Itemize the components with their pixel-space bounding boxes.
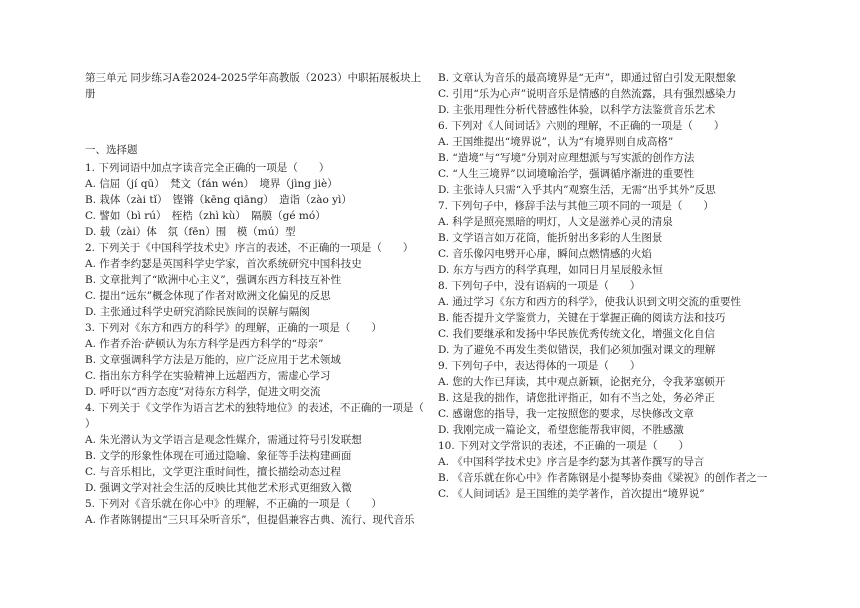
question-line: 4. 下列关于《文学作为语言艺术的独特地位》的表述，不正确的一项是（ ）	[85, 402, 445, 430]
question-line: C. 感谢您的指导，我一定按照您的要求，尽快修改文章	[438, 408, 694, 420]
question-line: 7. 下列句子中，修辞手法与其他三项不同的一项是（ ）	[438, 200, 714, 212]
left-question-list	[85, 160, 445, 528]
question-line: A. 您的大作已拜读，其中观点新颖，论据充分，令我茅塞顿开	[438, 376, 726, 388]
question-line: D. 呼吁以“西方态度”对待东方科学，促进文明交流	[85, 386, 321, 398]
question-line: B. 文章认为音乐的最高境界是“无声”，即通过留白引发无限想象	[438, 72, 737, 84]
question-line: A. 科学是照亮黑暗的明灯，人文是滋养心灵的清泉	[438, 216, 673, 228]
question-line: B. “造境”与“写境”分别对应理想派与写实派的创作方法	[438, 152, 695, 164]
question-line: A. 作者乔治·萨顿认为东方科学是西方科学的“母亲”	[85, 338, 324, 350]
right-question-list	[438, 70, 783, 502]
question-line: C. 《人间词话》是王国维的美学著作，首次提出“境界说”	[438, 488, 705, 500]
question-line: B. 《音乐就在你心中》作者陈钢是小提琴协奏曲《梁祝》的创作者之一	[438, 472, 768, 484]
question-line: D. 主张诗人只需“入乎其内”观察生活，无需“出乎其外”反思	[438, 184, 716, 196]
question-line: A. 信屈（jí qū） 梵文（fán wén） 境界（jìng jiè）	[85, 178, 338, 190]
question-line: D. 为了避免不再发生类似错误，我们必须加强对课文的理解	[438, 344, 716, 356]
question-line: 5. 下列对《音乐就在你心中》的理解，不正确的一项是（ ）	[85, 498, 382, 510]
question-line: C. 音乐像闪电劈开心扉，瞬间点燃情感的火焰	[438, 248, 652, 260]
question-line: 1. 下列词语中加点字读音完全正确的一项是（ ）	[85, 162, 330, 174]
question-line: B. 文学语言如万花筒，能折射出多彩的人生图景	[438, 232, 663, 244]
question-line: C. 引用“乐为心声”说明音乐是情感的自然流露，具有强烈感染力	[438, 88, 737, 100]
question-line: C. “人生三境界”以词境喻治学，强调循序渐进的重要性	[438, 168, 695, 180]
question-line: B. 这是我的拙作，请您批评指正，如有不当之处，务必斧正	[438, 392, 715, 404]
question-line: B. 文章批判了“欧洲中心主义”，强调东西方科技互补性	[85, 274, 342, 286]
question-line: D. 主张用理性分析代替感性体验，以科学方法鉴赏音乐艺术	[438, 104, 716, 116]
question-line: D. 载（zài）体 氛（fēn）围 模（mú）型	[85, 226, 296, 238]
question-line: C. 提出“远东”概念体现了作者对欧洲文化偏见的反思	[85, 290, 331, 302]
question-line: D. 东方与西方的科学真理，如同日月星辰般永恒	[438, 264, 663, 276]
question-line: A. 《中国科学技术史》序言是李约瑟为其著作撰写的导言	[438, 456, 705, 468]
question-line: D. 主张通过科学史研究消除民族间的误解与隔阂	[85, 306, 310, 318]
question-line: B. 能否提升文学鉴赏力，关键在于掌握正确的阅读方法和技巧	[438, 312, 726, 324]
question-line: A. 通过学习《东方和西方的科学》，使我认识到文明交流的重要性	[438, 296, 742, 308]
question-line: C. 指出东方科学在实验精神上远超西方，需虚心学习	[85, 370, 331, 382]
left-column	[85, 70, 445, 528]
question-line: C. 我们要继承和发扬中华民族优秀传统文化，增强文化自信	[438, 328, 715, 340]
document-title: 第三单元 同步练习A卷2024-2025学年高教版（2023）中职拓展板块上册	[85, 72, 422, 100]
question-line: 10. 下列对文学常识的表述，不正确的一项是（ ）	[438, 440, 690, 452]
question-line: 8. 下列句子中，没有语病的一项是（ ）	[438, 280, 641, 292]
question-line: 9. 下列句子中，表达得体的一项是（ ）	[438, 360, 641, 372]
question-line: B. 文学的形象性体现在可通过隐喻、象征等手法构建画面	[85, 450, 352, 462]
right-column	[438, 70, 783, 502]
question-line: B. 文章强调科学方法是万能的，应广泛应用于艺术领域	[85, 354, 341, 366]
question-line: 3. 下列对《东方和西方的科学》的理解，正确的一项是（ ）	[85, 322, 382, 334]
question-line: C. 与音乐相比，文学更注重时间性，擅长描绘动态过程	[85, 466, 341, 478]
section-title: 一、选择题	[85, 144, 138, 156]
question-line: A. 王国维提出“境界说”，认为“有境界则自成高格”	[438, 136, 674, 148]
question-line: 6. 下列对《人间词话》六则的理解，不正确的一项是（ ）	[438, 120, 725, 132]
question-line: D. 强调文学对社会生活的反映比其他艺术形式更细致入微	[85, 482, 352, 494]
question-line: A. 朱光潜认为文学语言是观念性媒介，需通过符号引发联想	[85, 434, 362, 446]
question-line: D. 我刚完成一篇论文，希望您能帮我审阅，不胜感激	[438, 424, 684, 436]
question-line: C. 譬如（bì rú） 桎梏（zhì kù） 隔膜（gé mó）	[85, 210, 326, 222]
question-line: A. 作者陈钢提出“三只耳朵听音乐”，但提倡兼容古典、流行、现代音乐	[85, 514, 415, 526]
question-line: B. 栽体（zài tǐ） 铿锵（kēng qiāng） 造诣（zào yì）	[85, 194, 352, 206]
question-line: 2. 下列关于《中国科学技术史》序言的表述，不正确的一项是（ ）	[85, 242, 414, 254]
question-line: A. 作者李约瑟是英国科学史学家，首次系统研究中国科技史	[85, 258, 362, 270]
